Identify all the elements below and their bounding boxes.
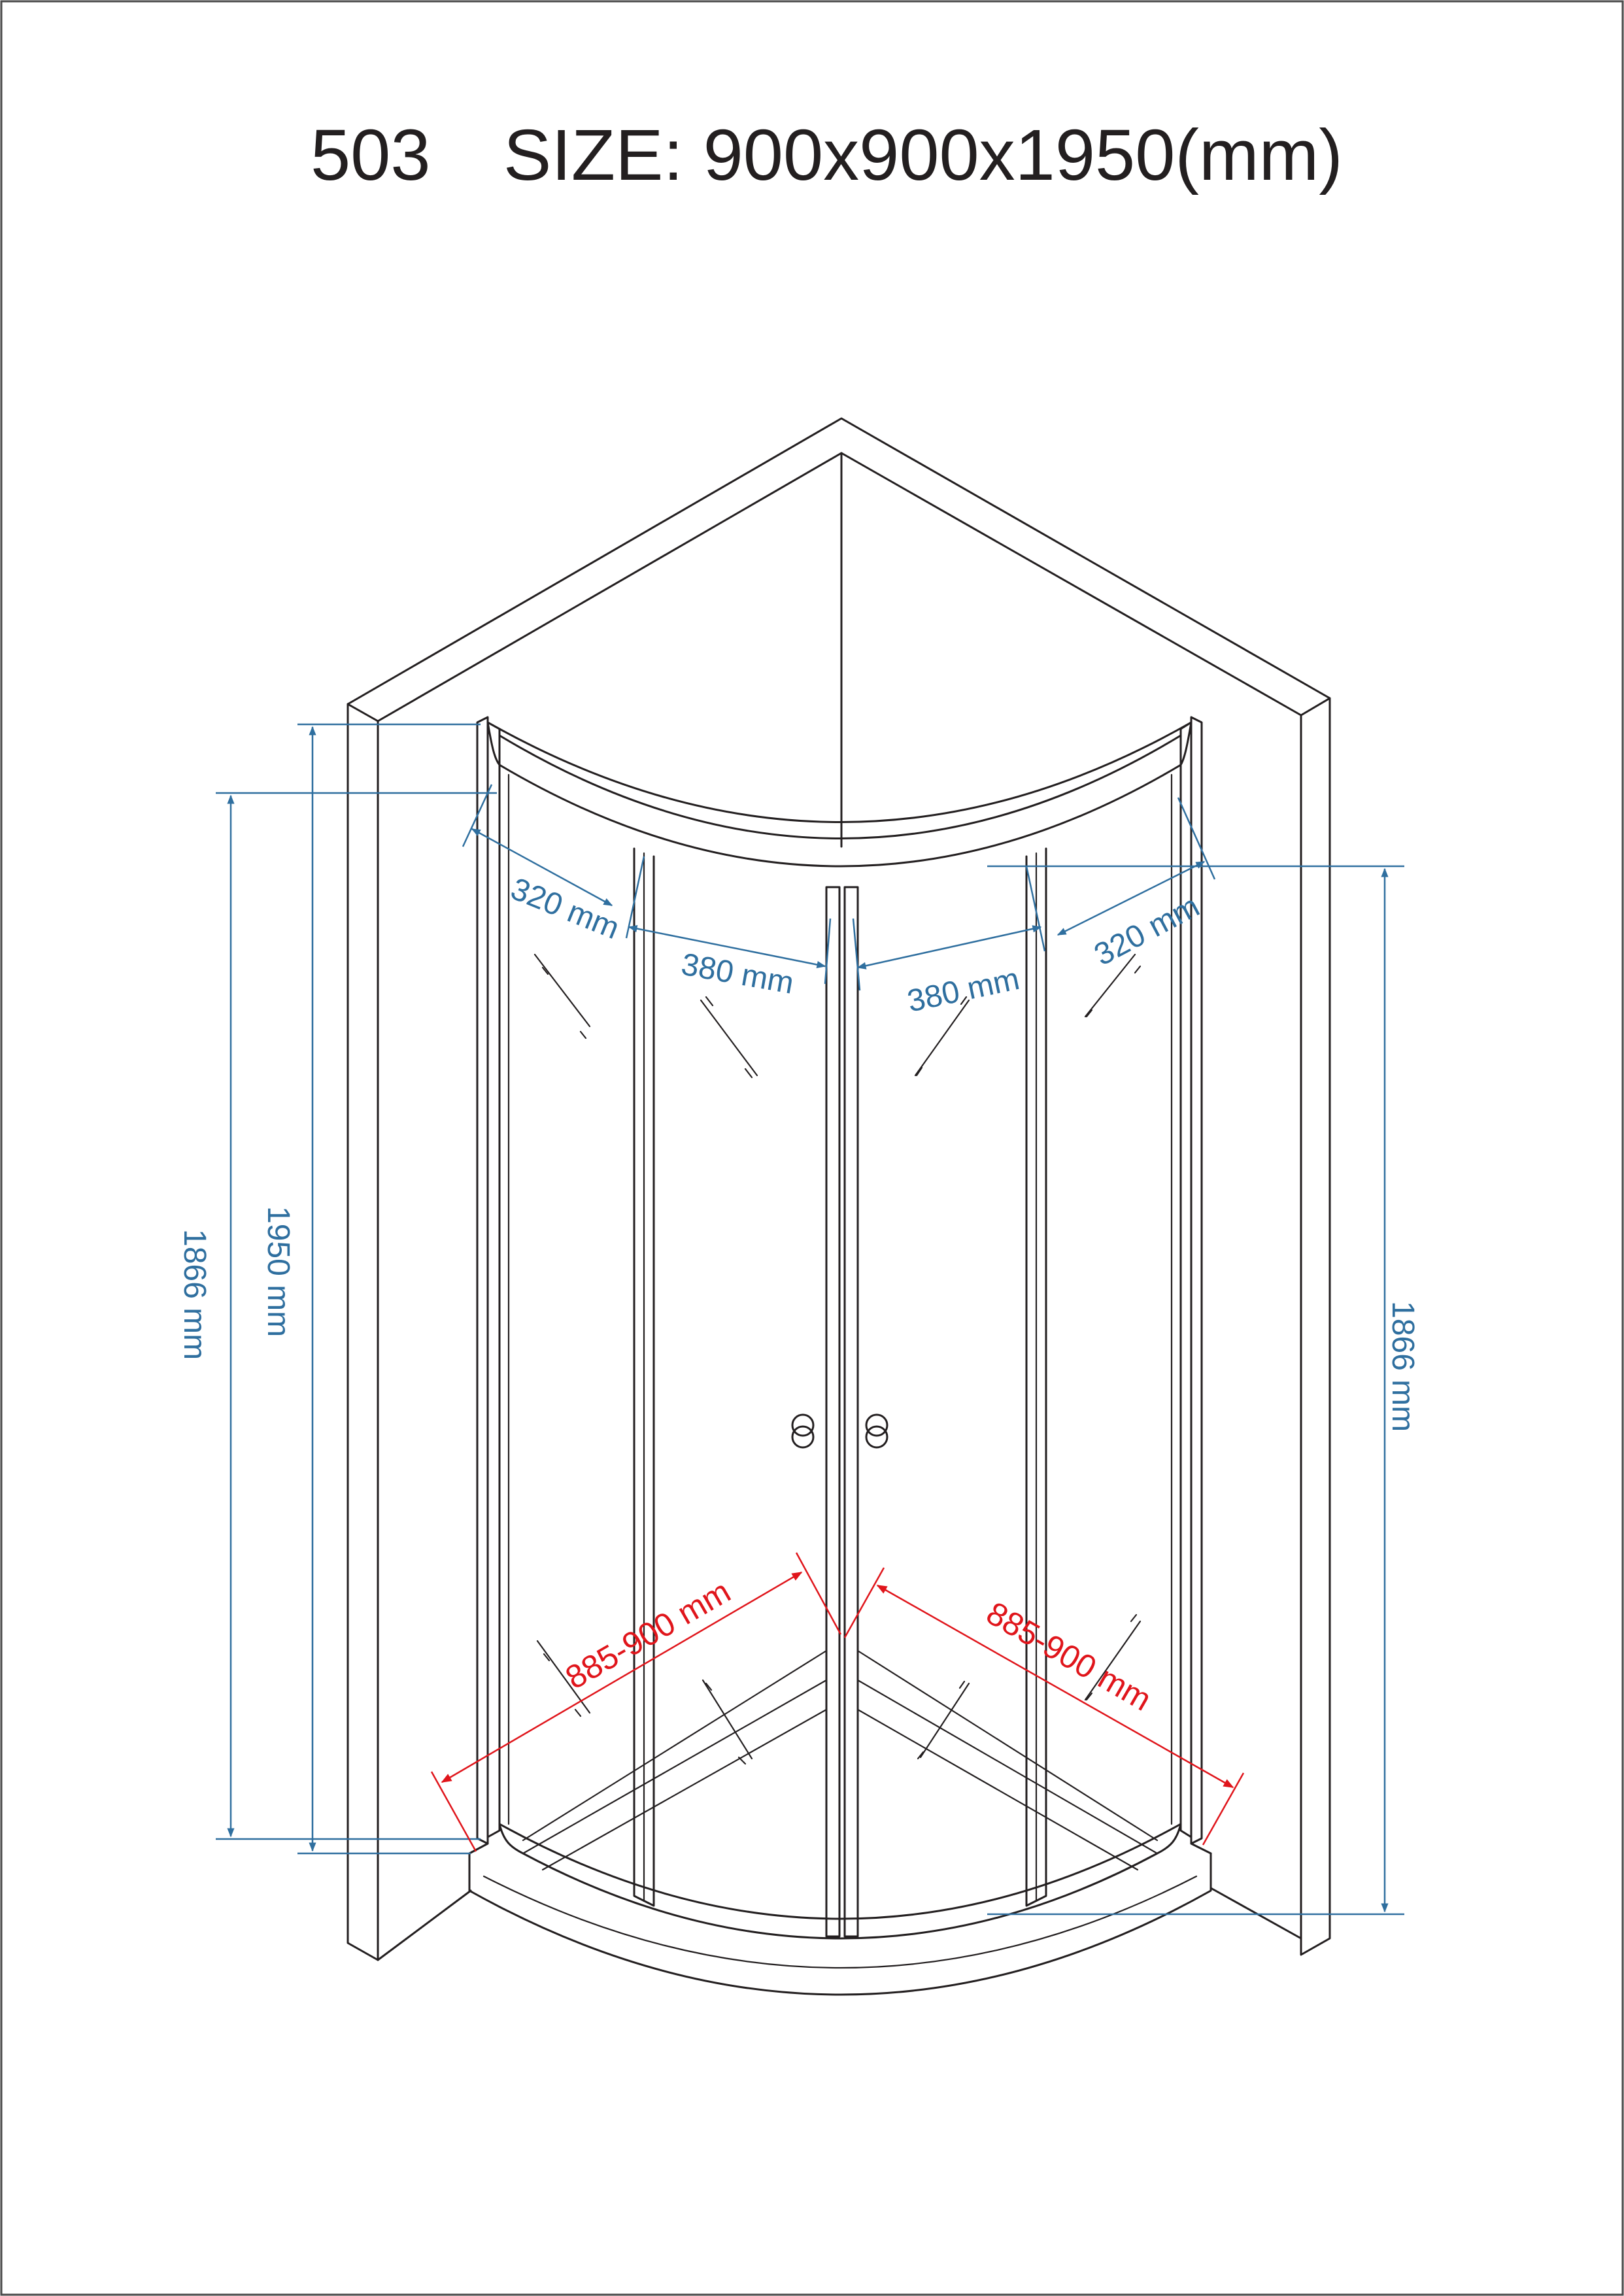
wall-top-cap bbox=[348, 418, 1330, 721]
right-wall-edge bbox=[1301, 698, 1330, 1955]
label-320-left: 320 mm bbox=[505, 871, 624, 947]
label-red-left: 885-900 mm bbox=[559, 1572, 737, 1697]
tick-red-left-inner bbox=[796, 1553, 841, 1634]
left-wall-profile bbox=[477, 717, 488, 1844]
label-red-right: 885-900 mm bbox=[980, 1595, 1158, 1718]
top-rail-inner bbox=[499, 765, 1181, 866]
left-wall-base bbox=[378, 1891, 471, 1960]
size-title: SIZE: 900x900x1950(mm) bbox=[503, 115, 1343, 195]
right-door-edge bbox=[845, 887, 858, 1936]
label-1866-right: 1866 mm bbox=[1385, 1301, 1420, 1432]
top-rail-outer bbox=[488, 722, 1191, 822]
right-wall-base bbox=[1211, 1888, 1301, 1938]
left-profile-inner bbox=[488, 722, 499, 1837]
dim-arrow-red-right bbox=[877, 1585, 1233, 1787]
tick-red-right-inner bbox=[845, 1568, 884, 1638]
left-wall-edge bbox=[348, 704, 378, 1960]
label-1866-left: 1866 mm bbox=[177, 1229, 212, 1360]
page-border bbox=[1, 1, 1623, 2295]
right-wall-profile bbox=[1191, 717, 1202, 1844]
bottom-width-dimensions bbox=[431, 1553, 1243, 1851]
label-320-right: 320 mm bbox=[1089, 888, 1206, 973]
label-380-left: 380 mm bbox=[679, 947, 797, 1001]
left-door-edge bbox=[826, 887, 839, 1936]
label-1950: 1950 mm bbox=[261, 1206, 296, 1338]
label-380-right: 380 mm bbox=[904, 961, 1023, 1019]
tray-right-top bbox=[1191, 1844, 1211, 1853]
tick-red-right-outer bbox=[1203, 1773, 1243, 1845]
model-number: 503 bbox=[311, 115, 431, 195]
height-dimensions bbox=[177, 724, 1420, 1914]
